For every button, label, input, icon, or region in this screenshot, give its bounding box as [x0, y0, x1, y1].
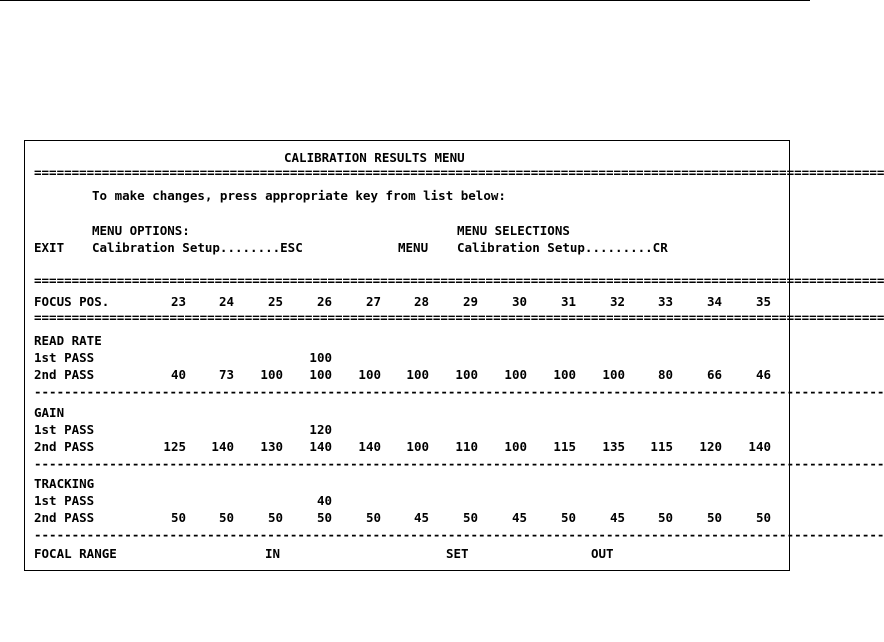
section-title: READ RATE — [34, 333, 102, 348]
menu-selections-header: MENU SELECTIONS — [457, 223, 570, 238]
section-title-row — [25, 476, 791, 492]
focus-position-value: 26 — [316, 294, 332, 309]
second-pass-value: 135 — [602, 439, 625, 454]
second-pass-value: 50 — [657, 510, 673, 525]
second-pass-value: 50 — [462, 510, 478, 525]
section-title: TRACKING — [34, 476, 95, 491]
second-pass-value: 50 — [170, 510, 186, 525]
second-pass-value: 140 — [309, 439, 332, 454]
second-pass-value: 50 — [267, 510, 283, 525]
second-pass-value: 130 — [260, 439, 283, 454]
exit-key[interactable]: EXIT — [34, 240, 65, 255]
focal-range-set: SET — [446, 546, 469, 561]
first-pass-row — [25, 422, 791, 438]
focal-range-out: OUT — [591, 546, 614, 561]
second-pass-row — [25, 439, 791, 455]
second-pass-value: 100 — [504, 439, 527, 454]
focus-position-value: 33 — [657, 294, 673, 309]
second-pass-label: 2nd PASS — [34, 510, 95, 525]
second-pass-value: 100 — [455, 367, 478, 382]
second-pass-value: 46 — [755, 367, 771, 382]
section-title-row — [25, 405, 791, 421]
second-pass-label: 2nd PASS — [34, 367, 95, 382]
double-rule: ================================================================================================================= — [34, 310, 884, 325]
second-pass-value: 100 — [406, 367, 429, 382]
menu-key[interactable]: MENU — [398, 240, 429, 255]
second-pass-value: 100 — [260, 367, 283, 382]
focus-position-value: 32 — [609, 294, 625, 309]
second-pass-value: 100 — [602, 367, 625, 382]
second-pass-value: 45 — [413, 510, 429, 525]
first-pass-value: 100 — [309, 350, 332, 365]
focus-position-row — [25, 294, 791, 310]
focus-position-value: 27 — [365, 294, 381, 309]
second-pass-row — [25, 367, 791, 383]
second-pass-value: 115 — [553, 439, 576, 454]
second-pass-value: 73 — [218, 367, 234, 382]
second-pass-value: 100 — [406, 439, 429, 454]
second-pass-label: 2nd PASS — [34, 439, 95, 454]
focus-position-value: 31 — [560, 294, 576, 309]
instruction-text: To make changes, press appropriate key from list below: — [92, 188, 506, 203]
second-pass-value: 50 — [218, 510, 234, 525]
exit-option[interactable]: Calibration Setup........ESC — [92, 240, 303, 255]
first-pass-label: 1st PASS — [34, 350, 95, 365]
first-pass-row — [25, 350, 791, 366]
second-pass-value: 115 — [650, 439, 673, 454]
section-title-row — [25, 333, 791, 349]
second-pass-value: 50 — [365, 510, 381, 525]
first-pass-value: 120 — [309, 422, 332, 437]
focus-position-value: 28 — [413, 294, 429, 309]
second-pass-value: 100 — [553, 367, 576, 382]
focal-range-in: IN — [265, 546, 281, 561]
first-pass-value: 40 — [316, 493, 332, 508]
focus-position-value: 24 — [218, 294, 234, 309]
second-pass-value: 140 — [211, 439, 234, 454]
second-pass-value: 140 — [358, 439, 381, 454]
second-pass-value: 140 — [748, 439, 771, 454]
focal-range-row — [25, 546, 791, 562]
first-pass-label: 1st PASS — [34, 493, 95, 508]
calibration-screen — [24, 140, 884, 571]
screen-title: CALIBRATION RESULTS MENU — [284, 150, 465, 165]
menu-option[interactable]: Calibration Setup.........CR — [457, 240, 668, 255]
second-pass-value: 40 — [170, 367, 186, 382]
second-pass-value: 45 — [609, 510, 625, 525]
focus-label: FOCUS POS. — [34, 294, 110, 309]
second-pass-value: 125 — [163, 439, 186, 454]
second-pass-value: 50 — [706, 510, 722, 525]
top-border-line — [0, 0, 810, 1]
focus-position-value: 35 — [755, 294, 771, 309]
focus-position-value: 23 — [170, 294, 186, 309]
second-pass-value: 120 — [699, 439, 722, 454]
single-rule: ----------------------------------------------------------------------------------------------------------------- — [34, 456, 884, 471]
focus-position-value: 25 — [267, 294, 283, 309]
double-rule: ================================================================================================================= — [34, 165, 884, 180]
second-pass-value: 45 — [511, 510, 527, 525]
second-pass-row — [25, 510, 791, 526]
second-pass-value: 110 — [455, 439, 478, 454]
second-pass-value: 100 — [309, 367, 332, 382]
second-pass-value: 80 — [657, 367, 673, 382]
section-title: GAIN — [34, 405, 65, 420]
second-pass-value: 50 — [560, 510, 576, 525]
second-pass-value: 50 — [316, 510, 332, 525]
single-rule: ----------------------------------------------------------------------------------------------------------------- — [34, 527, 884, 542]
focal-range-label: FOCAL RANGE — [34, 546, 117, 561]
double-rule: ================================================================================================================= — [34, 273, 884, 288]
second-pass-value: 100 — [504, 367, 527, 382]
focus-position-value: 34 — [706, 294, 722, 309]
second-pass-value: 66 — [706, 367, 722, 382]
menu-options-header: MENU OPTIONS: — [92, 223, 190, 238]
focus-position-value: 30 — [511, 294, 527, 309]
focus-position-value: 29 — [462, 294, 478, 309]
second-pass-value: 100 — [358, 367, 381, 382]
first-pass-row — [25, 493, 791, 509]
second-pass-value: 50 — [755, 510, 771, 525]
single-rule: ----------------------------------------------------------------------------------------------------------------- — [34, 384, 884, 399]
first-pass-label: 1st PASS — [34, 422, 95, 437]
